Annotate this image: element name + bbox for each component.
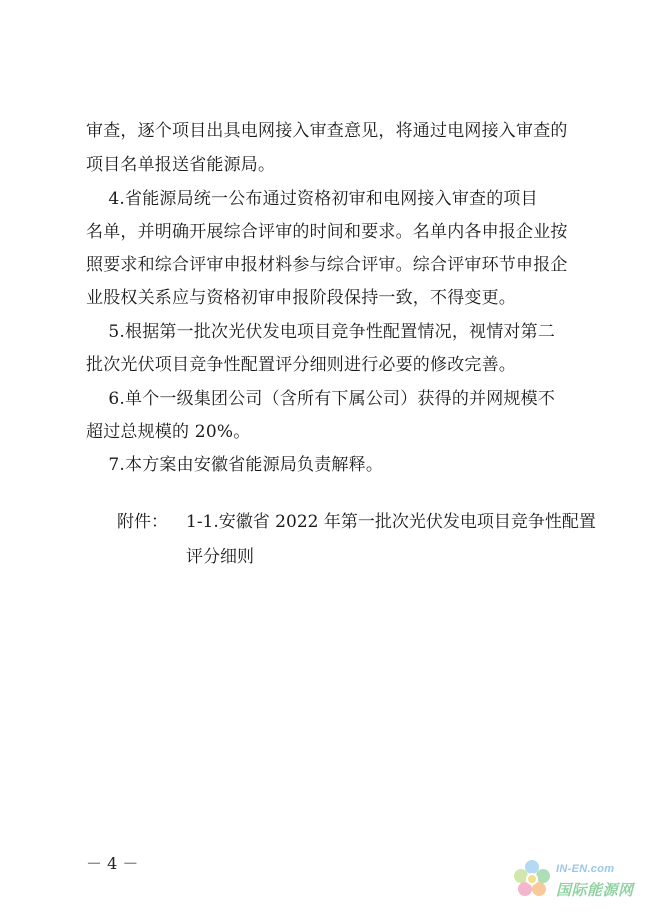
watermark-logo [510,855,645,915]
attachment-title: 1-1.安徽省 2022 年第一批次光伏发电项目竞争性配置 [186,512,596,532]
watermark-brand: IN-EN.com [556,863,615,875]
body-text-line: 6.单个一级集团公司（含所有下属公司）获得的并网规模不 [86,389,556,409]
body-text-line: 项目名单报送省能源局。 [86,155,276,175]
page-number: － 4 － [86,854,139,873]
body-text-line: 照要求和综合评审申报材料参与综合评审。综合评审环节申报企 [86,255,568,275]
flower-logo-icon [510,857,554,901]
watermark-name: 国际能源网 [556,881,634,899]
body-text-line: 业股权关系应与资格初审申报阶段保持一致，不得变更。 [86,288,516,308]
attachment-label: 附件： [117,512,168,532]
body-text-line: 4.省能源局统一公布通过资格初审和电网接入审查的项目 [86,189,538,209]
body-text-line: 7.本方案由安徽省能源局负责解释。 [86,455,384,475]
body-text-line: 批次光伏项目竞争性配置评分细则进行必要的修改完善。 [86,355,516,375]
body-text-line: 审查，逐个项目出具电网接入审查意见，将通过电网接入审查的 [86,121,568,141]
body-text-line: 名单，并明确开展综合评审的时间和要求。名单内各申报企业按 [86,222,568,242]
attachment-title-continued: 评分细则 [186,547,254,567]
body-text-line: 5.根据第一批次光伏发电项目竞争性配置情况，视情对第二 [86,322,556,342]
body-text-line: 超过总规模的 20%。 [86,422,251,442]
